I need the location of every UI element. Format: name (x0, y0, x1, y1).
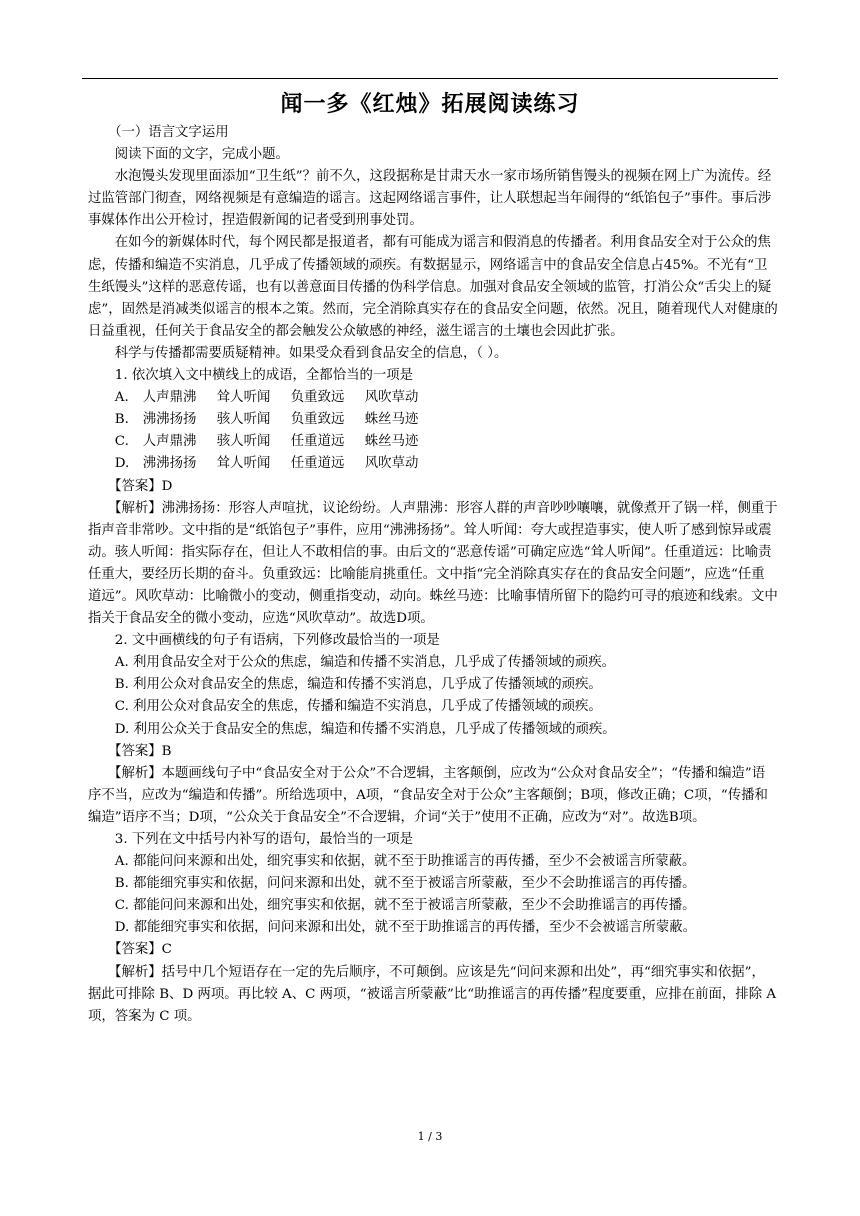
document-body (88, 122, 778, 1028)
question-stem: 1. 依次填入文中横线上的成语，全都恰当的一项是 (114, 368, 414, 384)
option-row: C. 都能问问来源和出处，细究事实和依据，就不至于被谣言所蒙蔽，至少不会助推谣言的再传播。 (114, 898, 696, 914)
answer-value: C (161, 942, 172, 958)
question-stem: 3. 下列在文中括号内补写的语句，最恰当的一项是 (114, 832, 414, 847)
option-word: 耸人听闻 (216, 456, 271, 472)
option-row: D. 利用公众关于食品安全的焦虑，编造和传播不实消息，几乎成了传播领域的顽疾。 (114, 721, 616, 737)
document-title: 闻一多《红烛》拓展阅读练习 (280, 91, 580, 117)
option-letter: C. (114, 434, 129, 450)
question-stem: 2. 文中画横线的句子有语病，下列修改最恰当的一项是 (114, 633, 440, 649)
option-row: B. 都能细究事实和依据，问问来源和出处，就不至于被谣言所蒙蔽，至少不会助推谣言的再传播。 (114, 876, 696, 892)
option-word: 骇人听闻 (216, 434, 271, 450)
option-word: 蛛丝马迹 (364, 412, 419, 428)
option-word: 负重致远 (290, 412, 345, 428)
option-word: 任重道远 (290, 434, 345, 450)
analysis-paragraph (88, 498, 778, 631)
option-row (88, 431, 778, 453)
answer-value: D (161, 478, 173, 494)
option-row (88, 453, 778, 475)
analysis-text: 沸沸扬扬：形容人声喧扰，议论纷纷。人声鼎沸：形容人群的声音吵吵嚷嚷，就像煮开了锅一样，侧重于指声音非常吵。文中指的是“纸馅包子”事件，应用“沸沸扬扬”。耸人听闻：夸大或捏造事实，使人听了感到惊异或震动。骇人听闻：指实际存在，但让人不敢相信的事。由后文的“恶意传谣”可确定应选“耸人听闻”。任重道远：比喻责任重大，要经历长期的奋斗。负重致远：比喻能肩挑重任。文中指“完全消除真实存在的食品安全问题”，应选“任重道远”。风吹草动：比喻微小的变动，侧重指变动，动向。蛛丝马迹：比喻事情所留下的隐约可寻的痕迹和线索。文中指关于食品安全的微小变动，应选“风吹草动”。故选D项。 (88, 500, 778, 627)
page-number: 1 / 3 (417, 1130, 443, 1143)
option-row (88, 387, 778, 409)
option-row: D. 都能细究事实和依据，问问来源和出处，就不至于助推谣言的再传播，至少不会被谣言所蒙蔽。 (114, 920, 696, 936)
passage-paragraph: 水泡馒头发现里面添加“卫生纸”？前不久，这段据称是甘肃天水一家市场所销售馒头的视频在网上广为流传。经过监管部门彻查，网络视频是有意编造的谣言。这起网络谣言事件，让人联想起当年闹得的“纸馅包子”事件。事后涉事媒体作出公开检讨，捏造假新闻的记者受到刑事处罚。 (88, 169, 772, 229)
passage-paragraph: 在如今的新媒体时代，每个网民都是报道者，都有可能成为谣言和假消息的传播者。利用食品安全对于公众的焦虑，传播和编造不实消息，几乎成了传播领域的顽疾。有数据显示，网络谣言中的食品安全信息占45%。不光有“卫生纸馒头”这样的恶意传谣，也有以善意面目传播的伪科学信息。加强对食品安全领域的监管，打消公众“舌尖上的疑虑”，固然是消减类似谣言的根本之策。然而，完全消除真实存在的食品安全问题，依然。况且，随着现代人对健康的日益重视，任何关于食品安全的都会触发公众敏感的神经，滋生谣言的土壤也会因此扩张。 (88, 235, 778, 339)
option-letter: D. (114, 456, 130, 472)
option-word: 骇人听闻 (216, 412, 271, 428)
answer-line (88, 939, 778, 961)
option-row: B. 利用公众对食品安全的焦虑，编造和传播不实消息，几乎成了传播领域的顽疾。 (114, 677, 602, 693)
option-word: 蛛丝马迹 (364, 434, 419, 450)
option-word: 风吹草动 (364, 456, 419, 472)
analysis-label: 【解析】 (108, 500, 162, 516)
answer-label: 【答案】 (108, 743, 162, 759)
answer-label: 【答案】 (108, 942, 162, 958)
answer-line (88, 741, 778, 763)
analysis-paragraph (88, 962, 778, 1028)
analysis-text: 本题画线句子中“食品安全对于公众”不合逻辑，主客颠倒，应改为“公众对食品安全”；“传播和编造”语序不当，应改为“编造和传播”。所给选项中，A项，“食品安全对于公众”主客颠倒；B项，修改正确；C项，“传播和编造”语序不当；D项，“公众关于食品安全”不合逻辑，介词“关于”使用不正确，应改为“对”。故选B项。 (88, 765, 768, 825)
option-letter: B. (114, 412, 129, 428)
header-rule (82, 78, 778, 79)
option-row: C. 利用公众对食品安全的焦虑，传播和编造不实消息，几乎成了传播领域的顽疾。 (114, 699, 602, 715)
analysis-label: 【解析】 (108, 964, 162, 980)
option-letter: A. (114, 390, 129, 406)
analysis-label: 【解析】 (108, 765, 162, 781)
answer-line (88, 476, 778, 498)
option-row (88, 409, 778, 431)
option-word: 任重道远 (290, 456, 345, 472)
option-word: 沸沸扬扬 (142, 412, 197, 428)
option-row: A. 利用食品安全对于公众的焦虑，编造和传播不实消息，几乎成了传播领域的顽疾。 (114, 655, 616, 671)
answer-label: 【答案】 (108, 478, 162, 494)
option-word: 人声鼎沸 (142, 434, 197, 450)
passage-paragraph: 科学与传播都需要质疑精神。如果受众看到食品安全的信息，（ ）。 (114, 345, 508, 361)
option-word: 人声鼎沸 (142, 390, 197, 406)
option-word: 负重致远 (290, 390, 345, 406)
section-heading: （一）语言文字运用 (108, 125, 229, 140)
option-word: 风吹草动 (364, 390, 419, 406)
option-word: 沸沸扬扬 (142, 456, 197, 472)
option-row: A. 都能问问来源和出处，细究事实和依据，就不至于助推谣言的再传播，至少不会被谣言所蒙蔽。 (114, 854, 696, 870)
analysis-paragraph (88, 763, 778, 829)
answer-value: B (161, 743, 172, 759)
option-word: 耸人听闻 (216, 390, 271, 406)
analysis-text: 括号中几个短语存在一定的先后顺序，不可颠倒。应该是先“问问来源和出处”，再“细究事实和依据”，据此可排除 B、D 两项。再比较 A、C 两项，“被谣言所蒙蔽”比“助推谣言的再传播”程度要重，应排在前面，排除 A 项，答案为 C 项。 (88, 964, 777, 1024)
instruction-text: 阅读下面的文字，完成小题。 (114, 147, 289, 163)
